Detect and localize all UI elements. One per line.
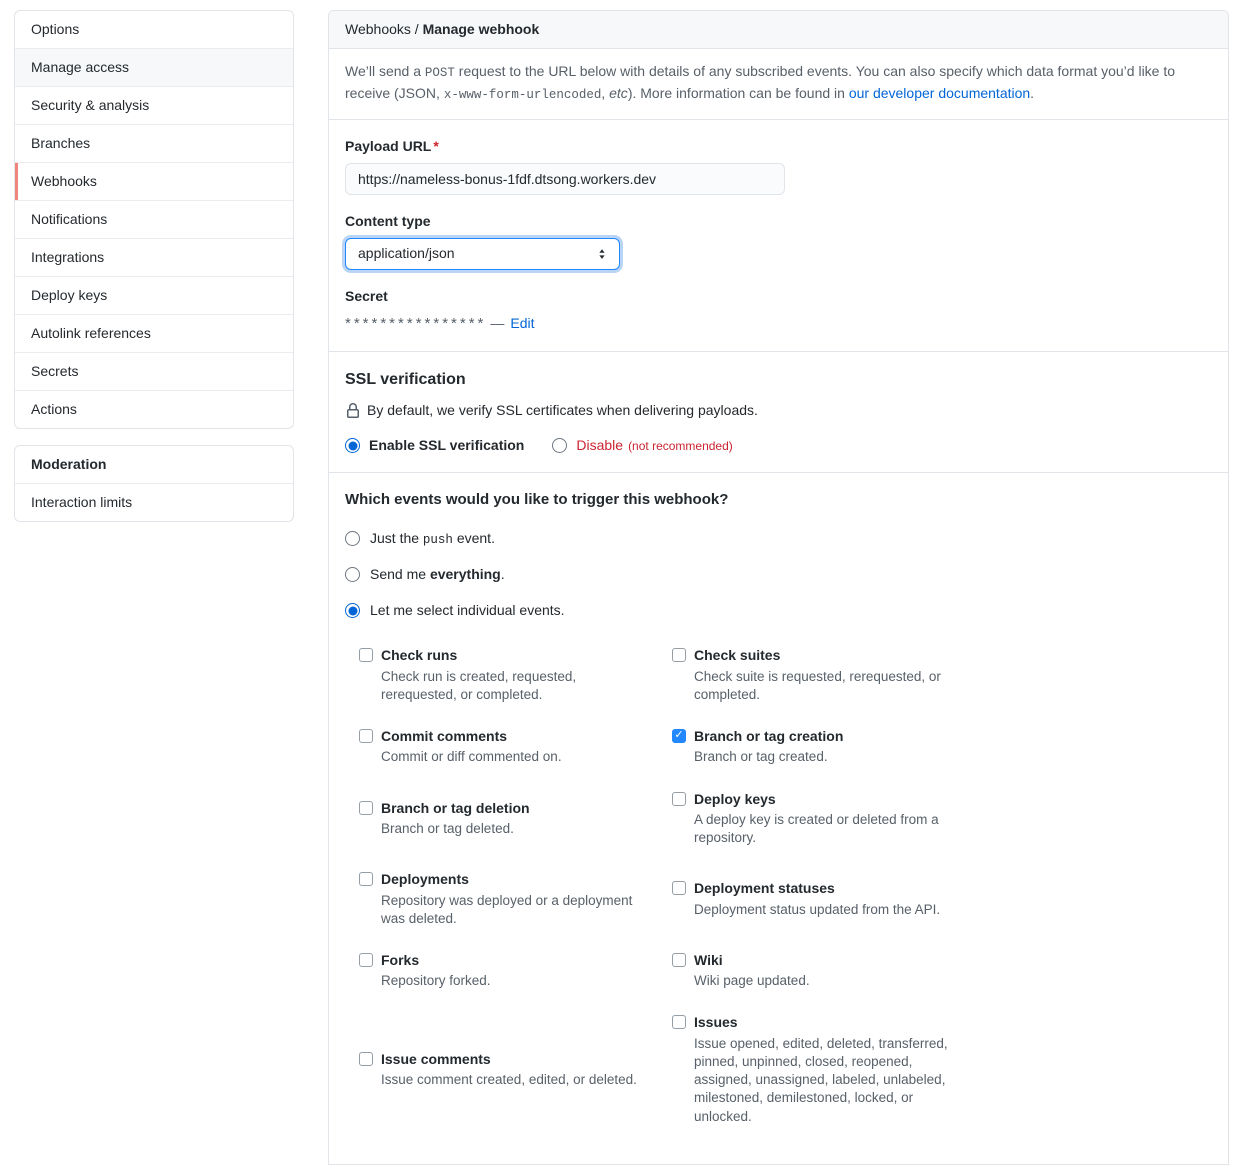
breadcrumb [329,11,1228,49]
enable-ssl-radio[interactable] [345,438,360,453]
sidebar-moderation-menu [14,445,294,522]
content-type-value: application/json [358,245,455,261]
branch-tag-creation-checkbox[interactable] [672,729,686,743]
settings-sidebar [14,10,294,538]
sidebar-item-manage-access[interactable]: Manage access [15,48,293,86]
event-desc: Branch or tag created. [694,749,828,765]
just-push-radio[interactable] [345,531,360,546]
disable-ssl-radio[interactable] [552,438,567,453]
description-text: We’ll send a [345,63,425,79]
events-row [359,1012,1212,1125]
event-desc: Commit or diff commented on. [381,749,562,765]
sidebar-item-secrets[interactable]: Secrets [15,352,293,390]
event-commit-comments[interactable] [359,726,671,767]
events-row [359,950,1212,991]
post-code: POST [424,66,455,80]
send-everything-radio[interactable] [345,567,360,582]
event-title: Check suites [694,647,781,664]
event-title: Branch or tag creation [694,727,844,744]
branch-tag-deletion-checkbox[interactable] [359,801,373,815]
payload-url-label [345,136,1212,157]
event-deploy-keys[interactable] [672,789,984,848]
event-check-runs[interactable] [359,645,671,704]
event-desc: Repository was deployed or a deployment was deleted. [381,892,633,926]
event-title: Wiki [694,951,723,968]
event-check-suites[interactable] [672,645,984,704]
content-type-select[interactable] [345,238,620,270]
breadcrumb-current: Manage webhook [422,21,540,37]
sidebar-item-interaction-limits[interactable]: Interaction limits [15,483,293,521]
event-title: Issue comments [381,1050,491,1067]
option-just-push[interactable] [345,528,1212,550]
option-individual-events[interactable] [345,600,1212,621]
ssl-radio-group [345,435,1212,456]
event-desc: Repository forked. [381,973,491,989]
sidebar-item-autolink-references[interactable]: Autolink references [15,314,293,352]
breadcrumb-webhooks-link[interactable]: Webhooks [345,21,411,37]
event-desc: Deployment status updated from the API. [694,901,941,917]
sidebar-item-security-analysis[interactable]: Security & analysis [15,86,293,124]
event-forks[interactable] [359,950,671,991]
content-type-label: Content type [345,212,431,229]
enable-ssl-label: Enable SSL verification [369,437,525,453]
description-text: , [601,84,610,101]
check-runs-checkbox[interactable] [359,648,373,662]
events-row [359,726,1212,767]
events-row [359,869,1212,928]
disable-ssl-note: (not recommended) [628,438,733,453]
description-text: ). More information can be found in [627,84,849,101]
lock-icon [345,403,361,419]
enable-ssl-option[interactable] [345,435,524,456]
event-title: Deployments [381,871,469,888]
individual-events-label: Let me select individual events. [370,602,565,619]
event-title: Check runs [381,647,458,664]
event-wiki[interactable] [672,950,984,991]
developer-documentation-link[interactable]: our developer documentation [848,84,1031,101]
breadcrumb-separator: / [410,21,423,37]
secret-edit-link[interactable]: Edit [510,315,535,332]
payload-url-input[interactable] [345,163,785,195]
sidebar-item-integrations[interactable]: Integrations [15,238,293,276]
events-question: Which events would you like to trigger this webhook? [345,491,729,508]
etc-text: etc [609,84,628,101]
send-everything-label: Send me everything. [370,566,505,583]
secret-masked-value: **************** [345,314,487,332]
secret-label: Secret [345,287,388,304]
event-branch-tag-deletion[interactable] [359,798,671,839]
disable-ssl-option[interactable] [552,435,732,456]
check-suites-checkbox[interactable] [672,648,686,662]
updown-arrows-icon [595,247,609,261]
description-text: request to the URL below with details of any subscribed events. You can also specify which data format you’d like to receive (JSON, [345,63,1176,101]
forks-checkbox[interactable] [359,953,373,967]
event-title: Deployment statuses [694,880,835,897]
commit-comments-checkbox[interactable] [359,729,373,743]
event-desc: Wiki page updated. [694,973,810,989]
sidebar-moderation-header: Moderation [31,456,107,472]
just-push-label: Just the push event. [370,529,495,547]
sidebar-item-deploy-keys[interactable]: Deploy keys [15,276,293,314]
individual-events-radio[interactable] [345,603,360,618]
urlencoded-code: x-www-form-urlencoded [443,87,602,102]
wiki-checkbox[interactable] [672,953,686,967]
event-desc: Issue opened, edited, deleted, transferred, pinned, unpinned, closed, reopened, assigned, unassigned, labeled, unlabeled, milestoned, demilestoned, locked, or unlocked. [694,1035,948,1124]
event-desc: Branch or tag deleted. [381,820,514,836]
sidebar-main-menu [14,10,294,429]
event-desc: Check suite is requested, rerequested, or completed. [694,668,941,702]
description-text: . [1030,84,1035,101]
issues-checkbox[interactable] [672,1015,686,1029]
event-desc: A deploy key is created or deleted from a repository. [694,811,939,846]
manage-webhook-panel [328,10,1229,1165]
ssl-verification-title: SSL verification [345,371,466,388]
event-issues[interactable] [672,1012,984,1125]
secret-row [345,313,1212,336]
ssl-note [345,400,1212,421]
sidebar-item-notifications[interactable]: Notifications [15,200,293,238]
secret-dash: — [490,315,505,332]
event-desc: Issue comment created, edited, or deleted. [381,1072,637,1088]
event-title: Issues [694,1014,738,1031]
event-issue-comments[interactable] [359,1049,671,1090]
event-title: Branch or tag deletion [381,799,530,816]
ssl-verification-section [329,352,1228,472]
sidebar-item-webhooks[interactable]: Webhooks [15,162,293,200]
ssl-note-text: By default, we verify SSL certificates when delivering payloads. [367,402,758,418]
event-deployment-statuses[interactable] [672,878,984,919]
option-send-everything[interactable] [345,564,1212,585]
deployments-checkbox[interactable] [359,872,373,886]
events-section [329,473,1228,1164]
webhook-description [329,49,1228,120]
deployment-statuses-checkbox[interactable] [672,881,686,895]
required-asterisk: * [433,137,439,154]
event-title: Commit comments [381,727,508,744]
event-branch-tag-creation[interactable] [672,726,984,767]
events-row [359,789,1212,848]
event-title: Deploy keys [694,790,776,807]
sidebar-item-actions[interactable]: Actions [15,390,293,428]
events-grid [359,645,1212,1126]
webhook-form-section [329,120,1228,352]
disable-ssl-label: Disable [576,437,624,453]
event-desc: Check run is created, requested, rerequested, or completed. [381,668,577,702]
events-row [359,645,1212,704]
deploy-keys-checkbox[interactable] [672,792,686,806]
event-deployments[interactable] [359,869,671,928]
sidebar-item-options[interactable]: Options [31,21,80,37]
sidebar-item-branches[interactable]: Branches [15,124,293,162]
payload-url-label-text: Payload URL [345,137,432,154]
event-title: Forks [381,951,420,968]
